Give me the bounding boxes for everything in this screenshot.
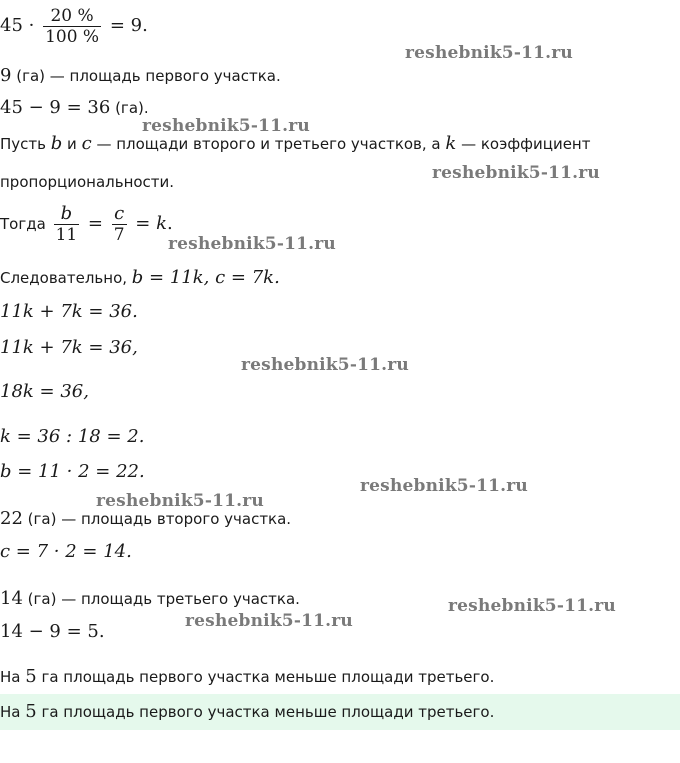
text-line-first-area <box>0 66 281 86</box>
text-segment: На <box>0 668 26 686</box>
fraction-numerator: 20 % <box>43 6 101 27</box>
math-expr: b = 11k, c = 7k. <box>131 267 280 288</box>
text-line-second-area <box>0 509 291 529</box>
calc-line-b <box>0 462 145 482</box>
math-expr: c = 7 · 2 = 14. <box>0 541 132 562</box>
watermark: reshebnik5-11.ru <box>241 355 409 375</box>
math-op: = <box>82 213 109 234</box>
fraction-denominator: 100 % <box>45 27 100 47</box>
calc-line-percent <box>0 6 148 47</box>
fraction-denominator: 11 <box>55 225 78 245</box>
calc-line-remaining <box>0 98 149 118</box>
math-number: 22 <box>0 508 23 529</box>
math-var: k <box>156 213 168 234</box>
text-segment: га площадь первого участка меньше площади третьего. <box>36 703 495 721</box>
watermark: reshebnik5-11.ru <box>96 491 264 511</box>
watermark: reshebnik5-11.ru <box>185 611 353 631</box>
math-expr: 45 · <box>0 15 41 36</box>
math-number: 5 <box>25 666 37 687</box>
text-segment: (га) — площадь первого участка. <box>11 67 281 85</box>
text-line-conclusion <box>0 667 494 687</box>
watermark: reshebnik5-11.ru <box>432 163 600 183</box>
math-op: = <box>129 213 157 234</box>
text-segment: На <box>0 703 26 721</box>
answer-line <box>0 702 494 722</box>
math-expr: 45 − 9 = 36 <box>0 97 111 118</box>
fraction-percent <box>43 6 101 47</box>
text-segment: пропорциональности. <box>0 173 175 191</box>
fraction-c-7 <box>112 204 127 245</box>
text-segment: — площади второго и третьего участков, а <box>91 135 446 153</box>
watermark: reshebnik5-11.ru <box>405 43 573 63</box>
math-expr: 11k + 7k = 36, <box>0 337 138 358</box>
text-segment: (га) — площадь второго участка. <box>22 510 292 528</box>
math-var: c <box>81 133 92 154</box>
fraction-b-11 <box>54 204 80 245</box>
text-segment: га площадь первого участка меньше площади третьего. <box>36 668 495 686</box>
math-op: . <box>167 213 173 234</box>
math-expr: b = 11 · 2 = 22. <box>0 461 145 482</box>
math-expr: k = 36 : 18 = 2. <box>0 426 145 447</box>
calc-line-difference <box>0 622 105 642</box>
calc-line-eq2 <box>0 338 138 358</box>
watermark: reshebnik5-11.ru <box>360 476 528 496</box>
calc-line-eq3 <box>0 382 89 402</box>
math-number: 14 <box>0 588 23 609</box>
fraction-numerator: b <box>54 204 80 225</box>
math-number: 9 <box>0 65 12 86</box>
math-expr: 14 − 9 = 5. <box>0 621 105 642</box>
text-segment: Пусть <box>0 135 51 153</box>
math-var: k <box>445 133 457 154</box>
calc-line-ratio <box>0 204 173 245</box>
text-line-proportionality <box>0 172 174 192</box>
text-line-therefore <box>0 268 280 288</box>
calc-line-eq1 <box>0 302 138 322</box>
text-segment: и <box>62 135 82 153</box>
fraction-denominator: 7 <box>113 225 125 245</box>
watermark: reshebnik5-11.ru <box>142 116 310 136</box>
text-segment: — коэффициент <box>456 135 591 153</box>
watermark: reshebnik5-11.ru <box>168 234 336 254</box>
calc-line-c <box>0 542 132 562</box>
text-segment: (га). <box>110 99 149 117</box>
text-segment: Тогда <box>0 215 51 233</box>
text-line-third-area <box>0 589 300 609</box>
calc-line-k <box>0 427 144 447</box>
math-expr: 18k = 36, <box>0 381 89 402</box>
math-var: b <box>50 133 63 154</box>
math-expr: = 9. <box>104 15 148 36</box>
fraction-numerator: c <box>112 204 127 225</box>
answer-box <box>0 694 680 730</box>
text-line-let <box>0 134 590 154</box>
text-segment: Следовательно, <box>0 269 132 287</box>
watermark: reshebnik5-11.ru <box>448 596 616 616</box>
math-expr: 11k + 7k = 36. <box>0 301 138 322</box>
math-number: 5 <box>25 701 37 722</box>
text-segment: (га) — площадь третьего участка. <box>22 590 300 608</box>
